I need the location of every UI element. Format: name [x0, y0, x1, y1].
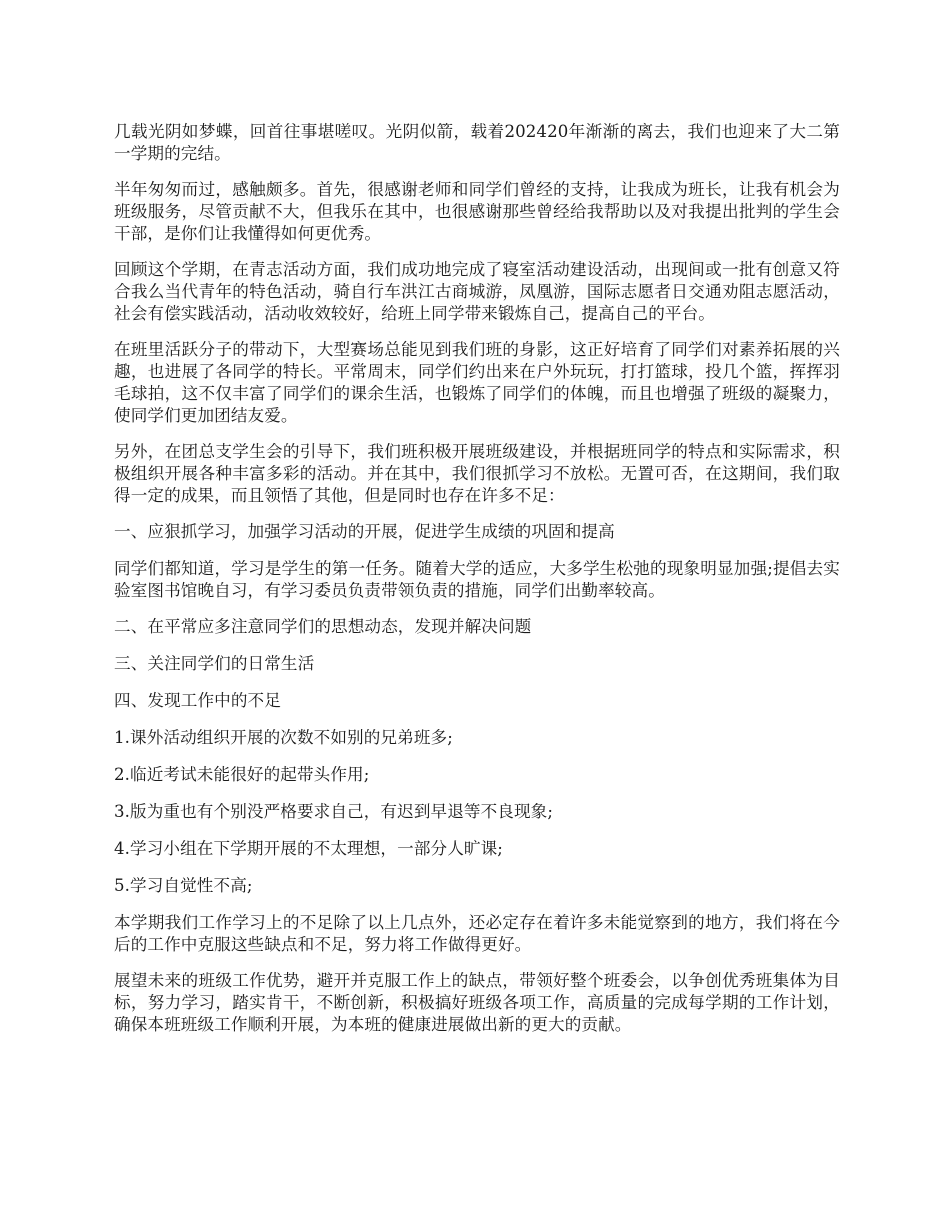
- section-1-heading: 一、应狠抓学习，加强学习活动的开展，促进学生成绩的巩固和提高: [114, 522, 615, 541]
- paragraph-intro-5: 另外，在团总支学生会的引导下，我们班积极开展班级建设，并根据班同学的特点和实际需求，积极组织开展各种丰富多彩的活动。并在其中，我们很抓学习不放松。无置可否，在这期间，我们取得一定的成果，而且领悟了其他，但是同时也存在许多不足：: [114, 442, 840, 505]
- paragraph-intro-1: 几载光阴如梦蝶，回首往事堪嗟叹。光阴似箭，载着202420年渐渐的离去，我们也迎来了大二第一学期的完结。: [114, 122, 840, 163]
- section-2-heading: 二、在平常应多注意同学们的思想动态，发现并解决问题: [114, 617, 532, 636]
- paragraph-intro-4: 在班里活跃分子的带动下，大型赛场总能见到我们班的身影，这正好培育了同学们对素养拓展的兴趣，也进展了各同学的特长。平常周末，同学们约出来在户外玩玩，打打篮球，投几个篮，挥挥羽毛球拍，这不仅丰富了同学们的课余生活，也锻炼了同学们的体魄，而且也增强了班级的凝聚力，使同学们更加团结友爱。: [114, 340, 840, 425]
- document-page: [114, 121, 840, 1050]
- section-1-body: 同学们都知道，学习是学生的第一任务。随着大学的适应，大多学生松弛的现象明显加强;提倡去实验室图书馆晚自习，有学习委员负责带领负责的措施，同学们出勤率较高。: [114, 559, 840, 600]
- shortcoming-item-5: 5.学习自觉性不高;: [114, 876, 253, 895]
- closing-paragraph-2: 展望未来的班级工作优势，避开并克服工作上的缺点，带领好整个班委会，以争创优秀班集体为目标，努力学习，踏实肯干，不断创新，积极搞好班级各项工作，高质量的完成每学期的工作计划，确保本班班级工作顺利开展，为本班的健康进展做出新的更大的贡献。: [114, 971, 840, 1034]
- section-3-heading: 三、关注同学们的日常生活: [114, 654, 315, 673]
- paragraph-intro-3: 回顾这个学期，在青志活动方面，我们成功地完成了寝室活动建设活动，出现间或一批有创意又符合我么当代青年的特色活动，骑自行车洪江古商城游，凤凰游，国际志愿者日交通劝阻志愿活动，社会有偿实践活动，活动收效较好，给班上同学带来锻炼自己，提高自己的平台。: [114, 260, 840, 323]
- shortcoming-item-1: 1.课外活动组织开展的次数不如别的兄弟班多;: [114, 728, 453, 747]
- paragraph-intro-2: 半年匆匆而过，感触颇多。首先，很感谢老师和同学们曾经的支持，让我成为班长，让我有机会为班级服务，尽管贡献不大，但我乐在其中，也很感谢那些曾经给我帮助以及对我提出批判的学生会干部，是你们让我懂得如何更优秀。: [114, 180, 840, 243]
- shortcoming-item-4: 4.学习小组在下学期开展的不太理想，一部分人旷课;: [114, 839, 503, 858]
- shortcoming-item-3: 3.版为重也有个别没严格要求自己，有迟到早退等不良现象;: [114, 802, 554, 821]
- closing-paragraph-1: 本学期我们工作学习上的不足除了以上几点外，还必定存在着许多未能觉察到的地方，我们将在今后的工作中克服这些缺点和不足，努力将工作做得更好。: [114, 913, 840, 954]
- shortcoming-item-2: 2.临近考试未能很好的起带头作用;: [114, 765, 370, 784]
- section-4-heading: 四、发现工作中的不足: [114, 691, 281, 710]
